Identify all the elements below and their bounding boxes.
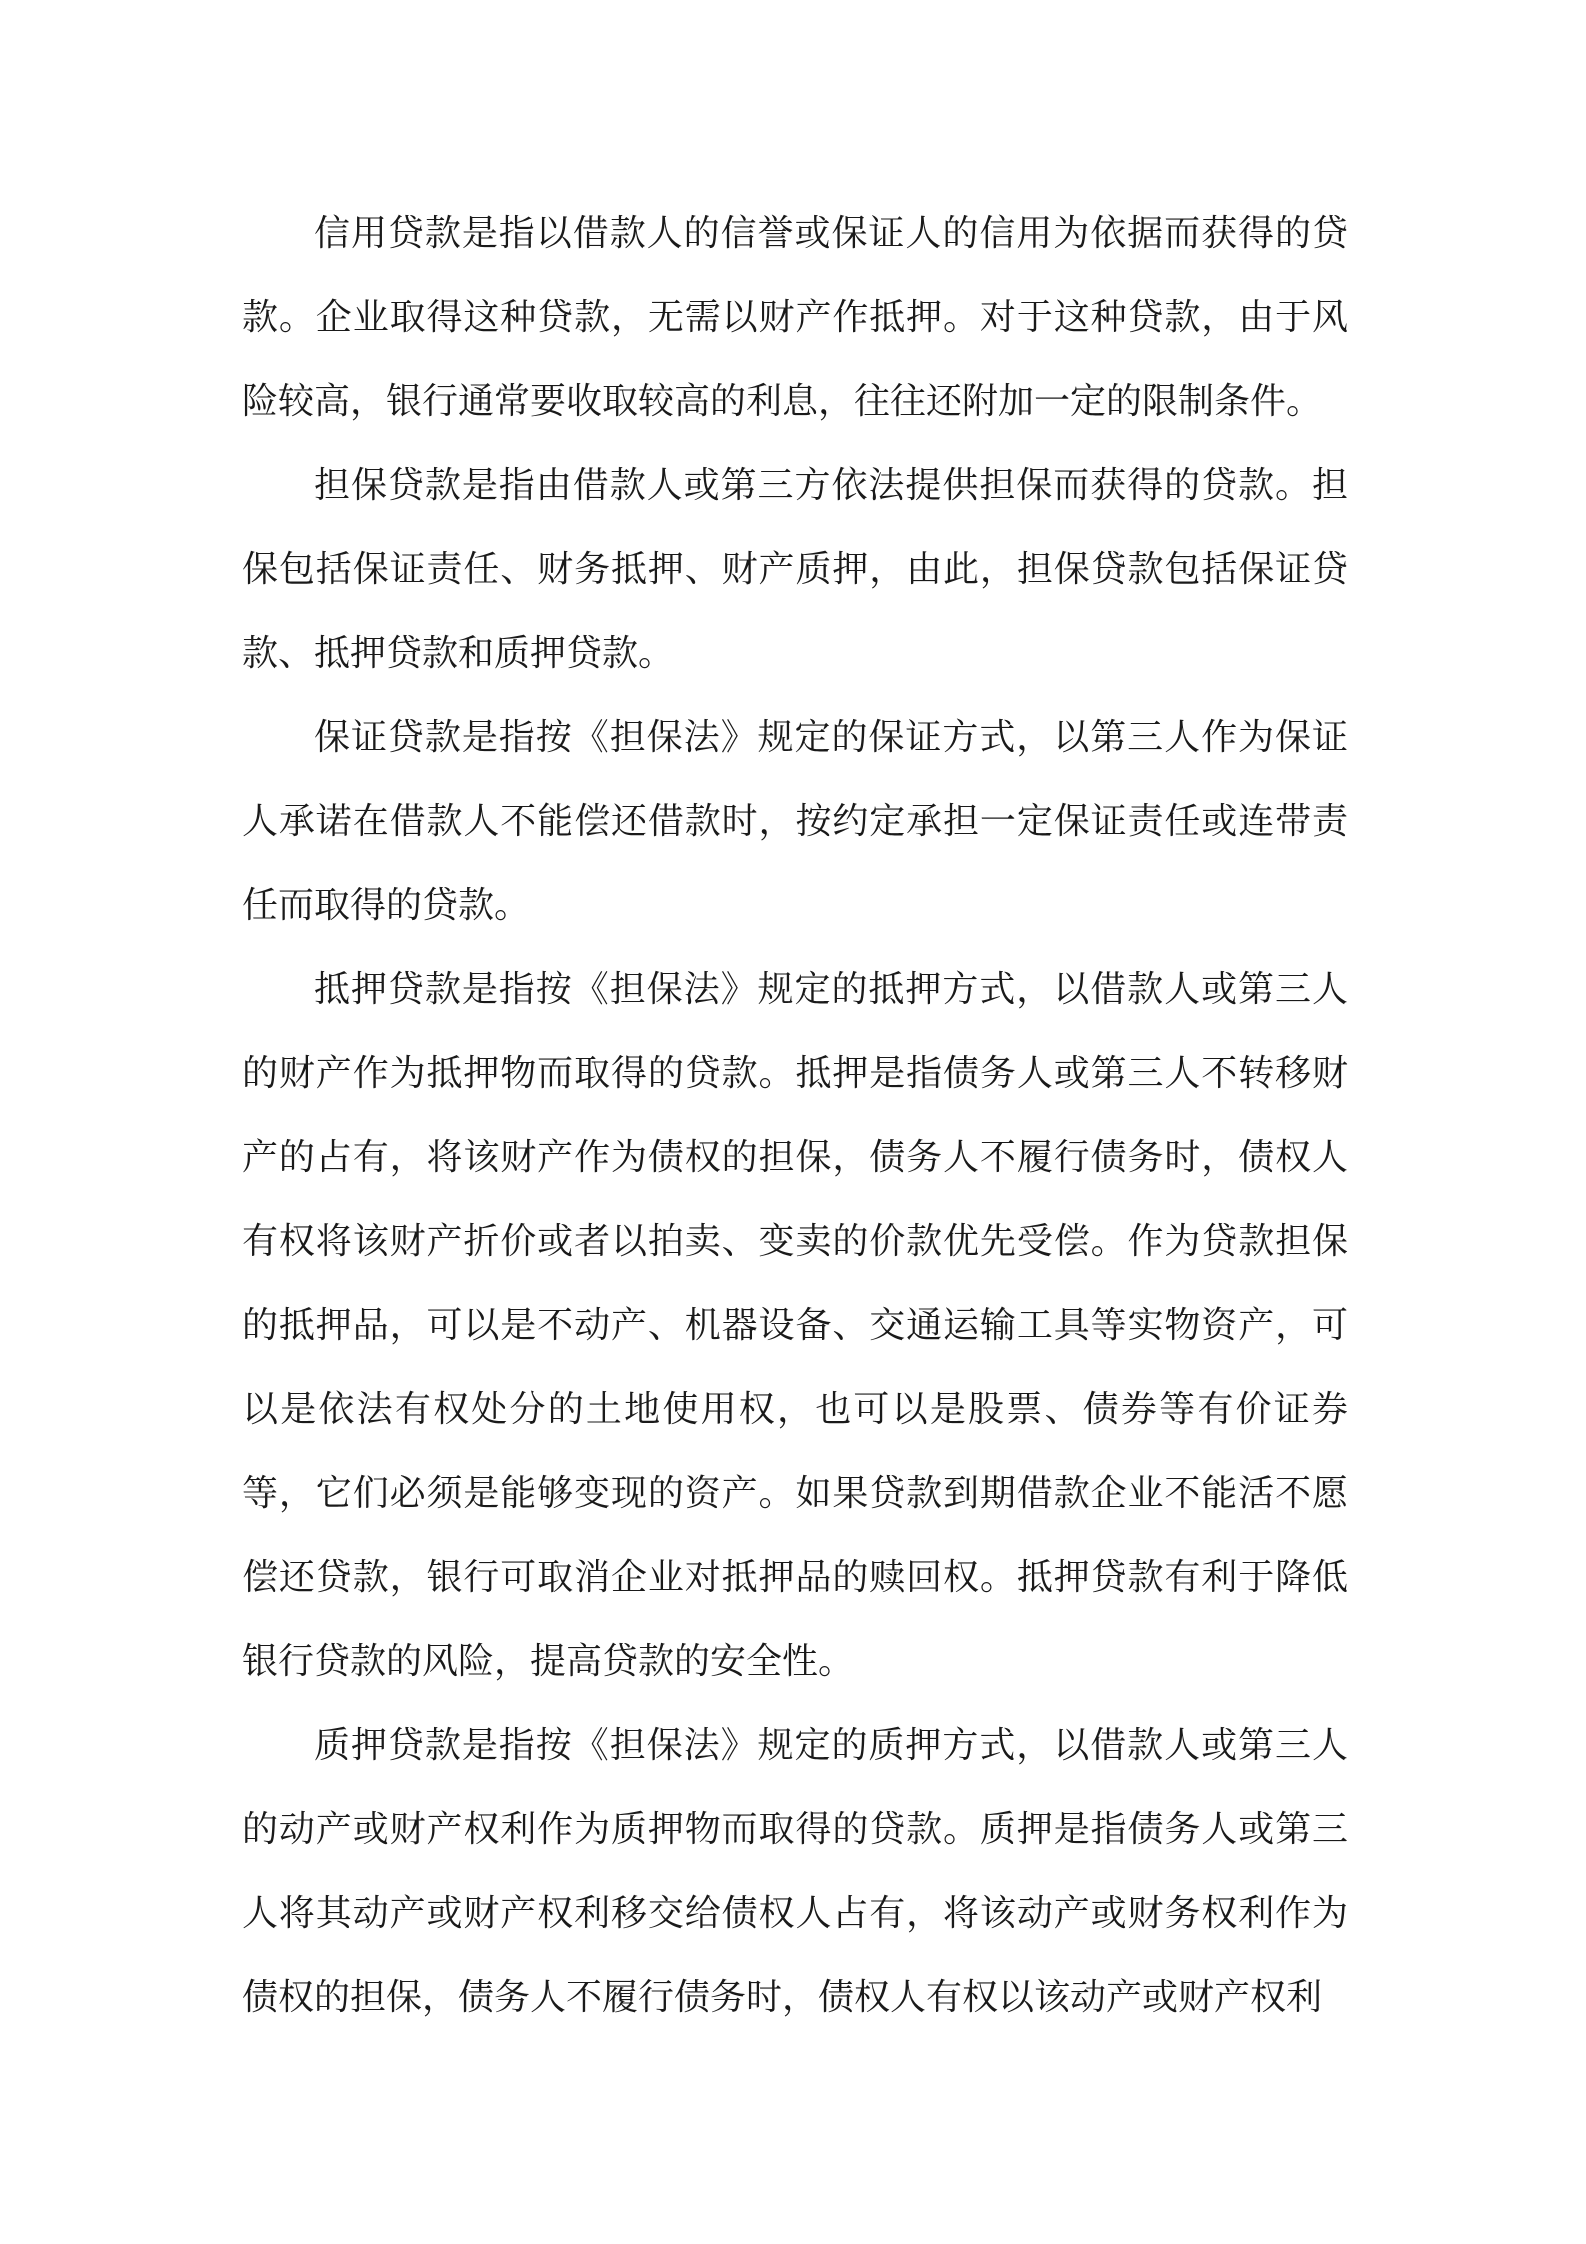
paragraph-pledge-loan: 质押贷款是指按《担保法》规定的质押方式，以借款人或第三人的动产或财产权利作为质押物而取得的贷款。质押是指债务人或第三人将其动产或财产权利移交给债权人占有，将该动产或财务权利作为债权的担保，债务人不履行债务时，债权人有权以该动产或财产权利: [242, 1725, 1348, 2018]
document-body: [242, 192, 1348, 2040]
paragraph-credit-loan: 信用贷款是指以借款人的信誉或保证人的信用为依据而获得的贷款。企业取得这种贷款，无需以财产作抵押。对于这种贷款，由于风险较高，银行通常要收取较高的利息，往往还附加一定的限制条件。: [242, 213, 1348, 422]
paragraph-guarantee-loan: 担保贷款是指由借款人或第三方依法提供担保而获得的贷款。担保包括保证责任、财务抵押、财产质押，由此，担保贷款包括保证贷款、抵押贷款和质押贷款。: [242, 465, 1348, 674]
paragraph-surety-loan: 保证贷款是指按《担保法》规定的保证方式，以第三人作为保证人承诺在借款人不能偿还借款时，按约定承担一定保证责任或连带责任而取得的贷款。: [242, 717, 1348, 926]
paragraph-mortgage-loan: 抵押贷款是指按《担保法》规定的抵押方式，以借款人或第三人的财产作为抵押物而取得的贷款。抵押是指债务人或第三人不转移财产的占有，将该财产作为债权的担保，债务人不履行债务时，债权人有权将该财产折价或者以拍卖、变卖的价款优先受偿。作为贷款担保的抵押品，可以是不动产、机器设备、交通运输工具等实物资产，可以是依法有权处分的土地使用权，也可以是股票、债券等有价证券等，它们必须是能够变现的资产。如果贷款到期借款企业不能活不愿偿还贷款，银行可取消企业对抵押品的赎回权。抵押贷款有利于降低银行贷款的风险，提高贷款的安全性。: [242, 969, 1348, 1682]
